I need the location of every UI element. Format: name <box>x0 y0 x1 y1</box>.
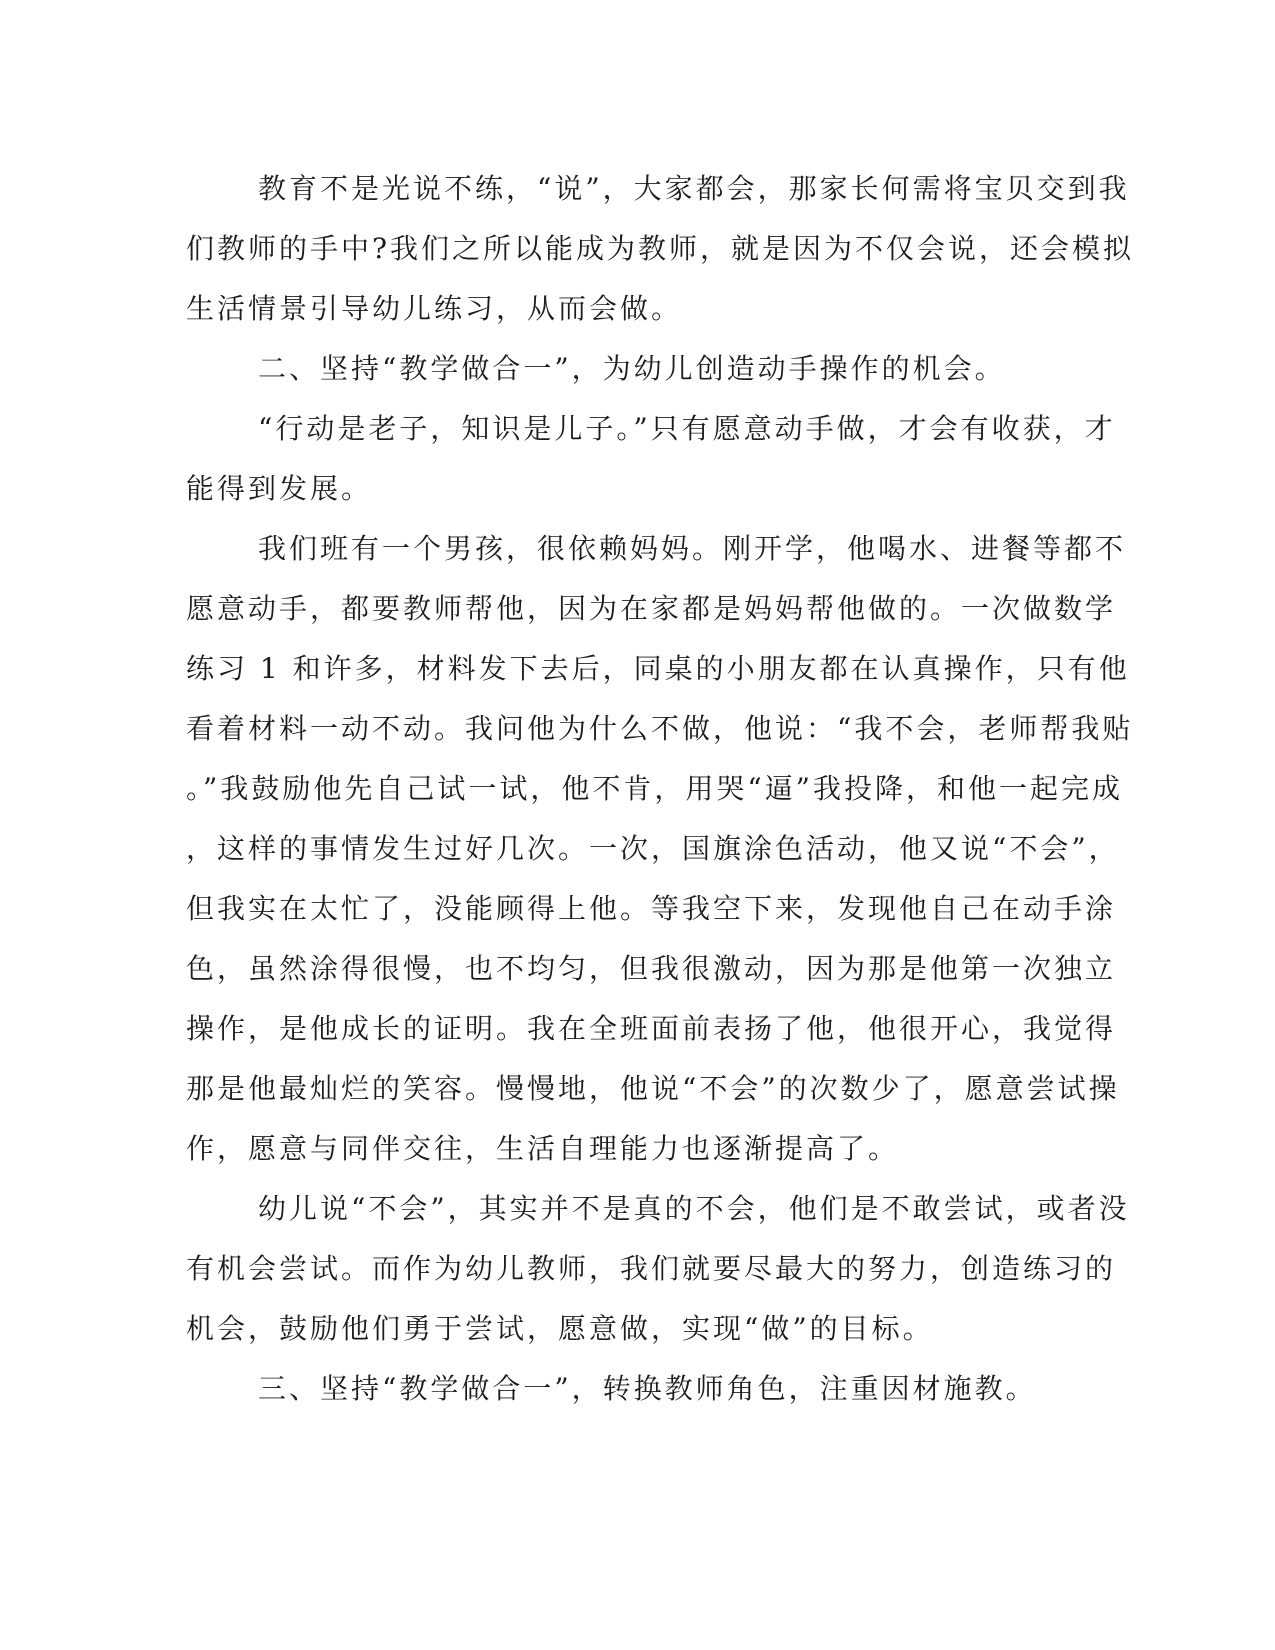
text-line: 幼儿说“不会”，其实并不是真的不会，他们是不敢尝试，或者没 <box>258 1192 1130 1225</box>
body-text <box>186 159 1135 1419</box>
text-line: 操作，是他成长的证明。我在全班面前表扬了他，他很开心，我觉得 <box>186 1012 1117 1045</box>
section-heading: 三、坚持“教学做合一”，转换教师角色，注重因材施教。 <box>258 1372 1037 1405</box>
text-line: ，这样的事情发生过好几次。一次，国旗涂色活动，他又说“不会”， <box>186 832 1120 865</box>
text-line: 我们班有一个男孩，很依赖妈妈。刚开学，他喝水、进餐等都不 <box>258 532 1127 565</box>
section-heading: 二、坚持“教学做合一”，为幼儿创造动手操作的机会。 <box>258 352 1006 385</box>
text-line: 那是他最灿烂的笑容。慢慢地，他说“不会”的次数少了，愿意尝试操 <box>186 1072 1120 1105</box>
text-line: 作，愿意与同伴交往，生活自理能力也逐渐提高了。 <box>186 1132 900 1165</box>
text-line: 能得到发展。 <box>186 472 373 505</box>
text-line: 有机会尝试。而作为幼儿教师，我们就要尽最大的努力，创造练习的 <box>186 1252 1117 1285</box>
text-line: 们教师的手中?我们之所以能成为教师，就是因为不仅会说，还会模拟 <box>186 232 1135 265</box>
text-line: 看着材料一动不动。我问他为什么不做，他说：“我不会，老师帮我贴 <box>186 712 1134 745</box>
text-line: 教育不是光说不练，“说”，大家都会，那家长何需将宝贝交到我 <box>258 172 1130 205</box>
text-line: 练习 1 和许多，材料发下去后，同桌的小朋友都在认真操作，只有他 <box>186 652 1130 685</box>
text-line: “行动是老子，知识是儿子。”只有愿意动手做，才会有收获，才 <box>258 412 1116 445</box>
text-line: 生活情景引导幼儿练习，从而会做。 <box>186 292 683 325</box>
text-line: 。”我鼓励他先自己试一试，他不肯，用哭“逼”我投降，和他一起完成 <box>186 772 1123 805</box>
text-line: 但我实在太忙了，没能顾得上他。等我空下来，发现他自己在动手涂 <box>186 892 1117 925</box>
text-line: 机会，鼓励他们勇于尝试，愿意做，实现“做”的目标。 <box>186 1312 934 1345</box>
text-line: 愿意动手，都要教师帮他，因为在家都是妈妈帮他做的。一次做数学 <box>186 592 1117 625</box>
text-line: 色，虽然涂得很慢，也不均匀，但我很激动，因为那是他第一次独立 <box>186 952 1117 985</box>
